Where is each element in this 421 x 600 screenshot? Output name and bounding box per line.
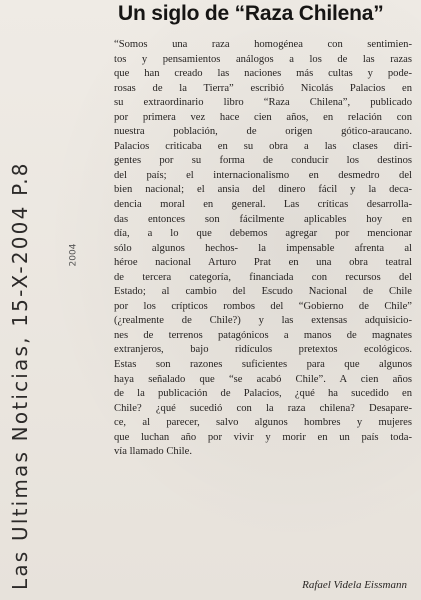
- article-line: vía llamado Chile.: [114, 446, 192, 458]
- article-line: das entonces son fácilmente aplicables hoy en: [114, 213, 412, 225]
- article-line: Chile? ¿qué sucedió con la raza chilena? Desapare-: [114, 402, 412, 414]
- article-line: que luchan año por vivir y morir en un país toda-: [114, 431, 412, 443]
- article-line: bien nacional; el ansia del dinero fácil y la deca-: [114, 184, 412, 196]
- article-line: extranjeros, bajo ridículos pretextos ecológicos.: [114, 344, 412, 356]
- article-line: dencia moral en general. Las críticas desarrolla-: [114, 199, 412, 211]
- article-line: Palacios criticaba en su obra a las clases diri-: [114, 140, 412, 152]
- article-line: su extraordinario libro “Raza Chilena”, publicado: [114, 97, 412, 109]
- article-line: tos y pensamientos análogos a los de las razas: [114, 53, 412, 65]
- article-line: día, a lo que debemos agregar por mencionar: [114, 228, 412, 240]
- article-headline: Un siglo de “Raza Chilena”: [118, 2, 384, 25]
- article-line: héroe nacional Arturo Prat en una obra teatral: [114, 257, 412, 269]
- article-line: que han creado las naciones más cultas y pode-: [114, 68, 412, 80]
- article-body: [114, 38, 412, 460]
- article-line: gentes por su forma de conducir los destinos: [114, 155, 412, 167]
- article-line: de tercera categoría, financiada con recursos del: [114, 271, 412, 283]
- article-line: Estas son razones suficientes para que algunos: [114, 359, 412, 371]
- article-line: (¿realmente de Chile?) y las extensas adquisicio-: [114, 315, 412, 327]
- article-line: por primera vez hace cien años, en relación con: [114, 111, 412, 123]
- article-line: por los crípticos rombos del “Gobierno de Chile”: [114, 300, 412, 312]
- article-line: rosas de la Tierra” escribió Nicolás Palacios en: [114, 82, 412, 94]
- article-line: ce, al parecer, salvo algunos hombres y mujeres: [114, 417, 412, 429]
- article-line: “Somos una raza homogénea con sentimien-: [114, 39, 412, 50]
- handwritten-source-note: Las Ultimas Noticias, 15-X-2004 P.8: [8, 161, 32, 590]
- article-line: sólo algunos hechos- la impensable afrenta al: [114, 242, 412, 254]
- article-line: nes de terrenos patagónicos a manos de magnates: [114, 329, 412, 341]
- article-byline: Rafael Videla Eissmann: [302, 579, 407, 591]
- handwritten-year-note: 2004: [68, 243, 79, 267]
- article-line: haya señalado que “se acabó Chile”. A cien años: [114, 373, 412, 385]
- article-line: del país; el internacionalismo en desmedro del: [114, 169, 412, 181]
- article-line: nuestra población, de origen gótico-araucano.: [114, 126, 412, 138]
- article-line: Estado; al cambio del Escudo Nacional de Chile: [114, 286, 412, 298]
- article-line: de la publicación de Palacios, ¿qué ha sucedido en: [114, 388, 412, 400]
